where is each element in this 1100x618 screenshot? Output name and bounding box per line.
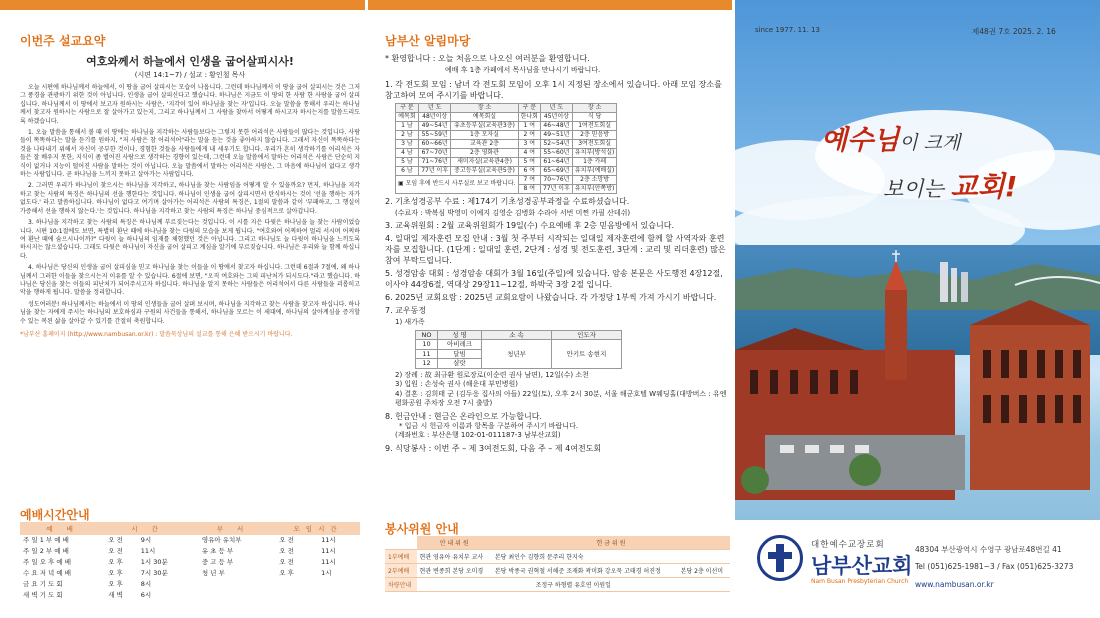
worship-cell: 유 초 등 부	[201, 547, 234, 555]
worship-cell: 11시	[321, 536, 336, 544]
cover-panel	[735, 0, 1100, 618]
top-accent-bar	[0, 0, 365, 10]
newcomer-col: NO	[416, 330, 438, 340]
cell-value: 8 여	[518, 184, 540, 193]
cell-value: 유치부(예배실)	[572, 166, 616, 175]
service-header: 봉사위원 안내	[385, 522, 459, 536]
cell-value: 중고등부실(교육관5층)	[451, 166, 518, 175]
cell-value: 1 여	[518, 121, 540, 130]
worship-cell: 새 벽 기 도 회	[23, 591, 63, 599]
cell-note: ▣ 모임 후에 반드시 사무실로 보고 바랍니다.	[396, 175, 519, 193]
newcomer-no: 12	[416, 359, 438, 369]
service-label: 차량안내	[385, 578, 417, 592]
cell-head: 년 도	[418, 103, 451, 112]
worship-cell: 오 전	[108, 547, 123, 555]
worship-cell: 1시	[321, 569, 332, 577]
slogan-line-1	[821, 118, 960, 157]
cell-value: 71~76년	[418, 157, 451, 166]
sermon-paragraph: 4. 하나님은 당신의 인생을 굽어 살피심을 믿고 하나님을 찾는 이들을 이 땅에서 찾고자 하십니다. 그런데 6절과 7절에, 왜 하나님께서 그러한 이들을 찾으시는지 이유를 알 수 있습니다. 6절에 보면, "오직 여호와는 그의 피난처가 되시도다."라고 했습니다. 하나님은 당신을 찾는 이들의 피난처가 되어주시고자 하십니다. 하나님을 알지 못하는 사람들은 어리석어서 다른 사람들을 괴롭히고 악을 행하게 됩니다. 말씀을 정리합니다.	[20, 264, 360, 297]
worship-cell	[190, 579, 276, 590]
newcomer-name: 달빔	[438, 349, 482, 359]
worship-cell: 6시	[140, 591, 152, 599]
cell-value: 식 당	[572, 112, 616, 121]
newcomer-col: 소 속	[482, 330, 552, 340]
worship-cell: 주 일 2 부 예 배	[23, 547, 69, 555]
cell-value: 46~48년	[540, 121, 572, 130]
cell-head: 구 분	[396, 103, 419, 112]
news-item-2b: (수료자 : 박복심 박영미 이예지 김영순 김병화 수라아 서번 미쩐 카필 산데쉬)	[395, 208, 631, 217]
cell-value: 55~60년	[540, 148, 572, 157]
cell-value: 예목회실	[451, 112, 518, 121]
worship-row	[20, 579, 360, 590]
cell-row	[396, 121, 617, 130]
worship-cell	[276, 579, 318, 590]
church-name: 남부산교회	[811, 554, 913, 578]
cell-value: 유치부(안쪽방)	[572, 184, 616, 193]
cell-head: 장 소	[572, 103, 616, 112]
cell-value: 2 여	[518, 130, 540, 139]
worship-cell	[318, 579, 360, 590]
service-col: 안 내 위 원	[417, 536, 492, 550]
cell-value: 77년 이후	[418, 166, 451, 175]
service-cell: 본당 박종국 권혁철 서해준 조재화 곽미화 강오묵 고태경 허진정	[494, 568, 661, 575]
worship-cell: 오 후	[108, 569, 123, 577]
newcomer-table	[415, 330, 622, 369]
cell-head: 년 도	[540, 103, 572, 112]
newcomer-head	[416, 330, 622, 340]
cell-group-table	[395, 103, 617, 194]
news-item-7b: 2) 장례 : 故 최규환 원로장로(이순련 권사 남편), 12일(수) 소천	[395, 370, 589, 379]
service-row	[385, 564, 730, 578]
worship-cell: 금 요 기 도 회	[23, 580, 63, 588]
denomination: 대한예수교장로회	[811, 540, 885, 550]
service-cell: 본당 2층 이선미	[680, 568, 724, 575]
cell-value: 67~70년	[418, 148, 451, 157]
cell-value: 유치부(방석실)	[572, 148, 616, 157]
news-panel	[385, 32, 730, 456]
worship-cell: 오 전	[108, 536, 123, 544]
cell-value: 60~66년	[418, 139, 451, 148]
issue-number: 제48권 7호 2025. 2. 16	[972, 27, 1056, 36]
worship-cell: 11시	[321, 547, 336, 555]
cell-value: 2 남	[396, 130, 419, 139]
worship-table	[20, 522, 360, 601]
worship-col: 시 간	[105, 522, 190, 535]
cell-value: 예목회	[396, 112, 419, 121]
service-cell	[678, 550, 730, 564]
newcomer-no: 11	[416, 349, 438, 359]
service-label: 2부예배	[385, 564, 417, 578]
cell-value: 77년 이후	[540, 184, 572, 193]
worship-cell: 중 고 등 부	[201, 558, 234, 566]
cell-row	[396, 148, 617, 157]
worship-row	[20, 535, 360, 546]
news-item-8b: * 입금 시 헌금자 이름과 항목을 구분하여 주시기 바랍니다.	[399, 421, 579, 430]
sermon-paragraph: 3. 하나님을 지각하고 찾는 사람의 특징은 하나님께 부르짖는다는 것입니다. 이 시를 지은 다윗은 하나님을 늘 찾는 사람이었습니다. 시편 10:1절에도 보면, 특별히 환난 때에 하나님을 찾는 다윗의 모습을 보게 됩니다. "여호와여 어찌하여 멀리 서시며 어찌하여 환난 때에 숨으시나이까?" 다윗이 늘 하나님의 임재를 체험했던 것은 아닙니다. 그리고 하나님도 늘 다윗이 하나님을 느끼도록 하시지는 않으셨습니다. 그래도 다윗은 하나님이 자신을 굽어 살피고 계심을 알기에 부르짖습니다. 하나님은 우리와 늘 함께 하십니다.	[20, 219, 360, 260]
cell-value: 49~54년	[418, 121, 451, 130]
news-item-8c: (계좌번호 : 부산은행 102-01-011187-3 남부산교회)	[395, 431, 561, 439]
worship-row	[20, 590, 360, 601]
church-footer	[735, 520, 1100, 618]
cell-value: 5 남	[396, 157, 419, 166]
sermon-paragraph: 오늘 시편에 하나님께서 하늘에서, 이 땅을 굽어 살피시는 모습이 나옵니다. 그런데 하나님께서 이 땅을 굽어 살피시는 것은 그저 그 풍경을 관광하기 위한 것이 아닙니다. 인생을 굽어 살피신다고 했습니다. 하나님은 지금도 이 땅의 한 사람 한 사람을 굽어 살피십니다. 하나님께서 이 땅에서 보고자 원하시는 사람은, '지각이 있어 하나님을 찾는 자'입니다. 오늘 말씀을 통해서 우리는 하나님께서 찾고자 원하시는 사람으로 잘 살아가고 있는지, 그리고 하나님께서 그 사람을 찾아서 어떻게 하시고자 하시는지를 말씀드리도록 하겠습니다.	[20, 84, 360, 125]
service-col: 헌 금 위 원	[492, 536, 730, 550]
newcomer-name: 아비레크	[438, 340, 482, 350]
cell-value: 52~54년	[540, 139, 572, 148]
worship-cell: 11시	[321, 558, 336, 566]
cell-value: 1여전도회실	[572, 121, 616, 130]
cell-row	[396, 166, 617, 175]
news-item-9: 9. 식당봉사 : 이번 주 – 제 3여전도회, 다음 주 – 제 4여전도회	[385, 443, 602, 453]
welcome-line: * 환영합니다 : 오늘 처음으로 나오신 여러분을 환영합니다.	[385, 54, 590, 63]
slogan-line-2	[883, 165, 1017, 205]
worship-cell: 주 일 1 부 예 배	[23, 536, 69, 544]
church-building-illustration	[735, 250, 1100, 520]
church-name-english: Nam Busan Presbyterian Church	[811, 578, 909, 585]
service-cell: 현관 영유아 유치부 교사	[419, 554, 484, 561]
worship-cell: 새 벽	[108, 591, 123, 599]
cell-value: 교육관 2층	[451, 139, 518, 148]
slogan-part: 이 크게	[899, 132, 961, 154]
cell-value: 7 여	[518, 175, 540, 184]
cell-value: 55~59년	[418, 130, 451, 139]
news-item-5: 5. 성경암송 대회 : 성경암송 대회가 3월 16일(주일)에 있습니다. 암송 본문은 사도행전 4장12절, 이사야 44장6절, 역대상 29장11~12절, 하박국 3장 2절 입니다.	[385, 269, 723, 289]
worship-cell	[318, 590, 360, 601]
worship-cell: 11시	[140, 547, 156, 555]
sermon-paragraph: 성도여러분! 하나님께서는 하늘에서 이 땅의 인생들을 굽어 살펴 보시며, 하나님을 지각하고 찾는 사람을 찾고자 하십니다. 하나님을 찾는 자에게 주시는 하나님의 보호하심과 구원의 사건들을 통해서, 하나님을 모르는 이 세대에, 하나님의 살아계심을 증거할 수 있는 복된 삶을 살아갈 수 있기를 간절히 축원합니다.	[20, 300, 360, 325]
news-item-8: 8. 헌금안내 : 현금은 온라인으로 가능합니다.	[385, 411, 542, 421]
cell-value: 5 여	[518, 157, 540, 166]
cell-value: 4 여	[518, 148, 540, 157]
cell-row	[396, 157, 617, 166]
worship-row	[20, 568, 360, 579]
worship-cell: 9시	[140, 536, 152, 544]
cell-value: 48년이상	[418, 112, 451, 121]
cell-head: 장 소	[451, 103, 518, 112]
church-website-link[interactable]: www.nambusan.or.kr	[915, 580, 994, 589]
dept-col: 부 서	[190, 522, 276, 535]
sermon-reference: (시편 14:1~7) / 설교 : 황인철 목사	[134, 71, 246, 79]
newcomer-col: 성 명	[438, 330, 482, 340]
newcomer-no: 10	[416, 340, 438, 350]
newcomer-name: 샬랏	[438, 359, 482, 369]
cell-value: 1층 카페	[572, 157, 616, 166]
worship-cell: 주 일 오 후 예 배	[23, 558, 72, 566]
top-accent-bar-2	[368, 0, 732, 10]
news-item-2: 2. 기초성경공부 수료 : 제174기 기초성경공부과정을 수료하셨습니다.	[385, 196, 630, 206]
cell-value: 49~51년	[540, 130, 572, 139]
news-item-3: 3. 교육위원회 : 2월 교육위원회가 19일(수) 수요예배 후 2층 믿음방에서 있습니다.	[385, 221, 675, 230]
sermon-panel	[20, 32, 360, 338]
worship-cell: 오 전	[279, 547, 294, 555]
worship-cell: 오 전	[279, 536, 294, 544]
church-address: 48304 부산광역시 수영구 광남로48번길 41	[915, 545, 1062, 554]
worship-cell: 수 요 저 녁 예 배	[23, 569, 72, 577]
news-item-7a: 1) 새가족	[395, 318, 425, 326]
worship-cell: 오 후	[279, 569, 294, 577]
worship-cell: 8시	[140, 580, 152, 588]
cell-head: 구 분	[518, 103, 540, 112]
cell-value: 3 남	[396, 139, 419, 148]
cell-row	[396, 130, 617, 139]
sermon-title: 여호와께서 하늘에서 인생을 굽어살피시사!	[86, 55, 294, 68]
service-cell: 조정구 하형렬 유호연 이원일	[535, 582, 611, 589]
news-item-7c: 3) 입원 : 손성숙 권사 (해운대 부민병원)	[395, 380, 519, 388]
church-phone: Tel (051)625-1981~3 / Fax (051)625-3273	[915, 562, 1074, 571]
cell-value: 6 여	[518, 166, 540, 175]
service-cell: 본당 최인수 김향희 문주리 한지숙	[494, 554, 584, 561]
service-row	[385, 550, 730, 564]
cell-value: 70~76년	[540, 175, 572, 184]
news-item-7d: 4) 결혼 : 김희태 군 (김두응 집사의 아들) 22일(토), 오후 2시 30분, 서울 해군호텔 W웨딩홀(대방버스 : 유엔평화공원 주차장 오전 7시 출발)	[395, 389, 727, 407]
news-item-6: 6. 2025년 교회요람 : 2025년 교회요람이 나왔습니다. 각 가정당 1부씩 가져 가시기 바랍니다.	[385, 293, 717, 302]
worship-cell: 7시 30분	[140, 569, 168, 577]
cell-value: 2층 소망방	[572, 175, 616, 184]
sermon-header: 이번주 설교요약	[20, 34, 106, 48]
worship-cell: 오 후	[108, 580, 123, 588]
newcomer-row	[416, 340, 622, 350]
cell-value: 유초등부실(교육관3층)	[451, 121, 518, 130]
newcomer-col: 인도자	[552, 330, 622, 340]
cell-row	[396, 175, 617, 184]
worship-cell: 오 후	[108, 558, 123, 566]
cell-table-head	[396, 103, 617, 112]
news-item-7: 7. 교우동정	[385, 306, 427, 315]
slogan-part: 예수님	[821, 125, 900, 156]
service-cell: 현관 변종희 본당 오미경	[419, 568, 484, 575]
worship-row	[20, 546, 360, 557]
cell-value: 2층 영화관	[451, 148, 518, 157]
welcome-line-2: 예배 후 1층 카페에서 목사님을 만나시기 바랍니다.	[445, 66, 601, 74]
worship-row	[20, 557, 360, 568]
cell-value: 새미자실(교육관4층)	[451, 157, 518, 166]
dept-col: 모임시간	[276, 522, 360, 535]
cell-value: 한나회	[518, 112, 540, 121]
cell-value: 3여전도회실	[572, 139, 616, 148]
worship-cell: 영유아 유치부	[201, 536, 242, 544]
church-logo-icon	[757, 535, 803, 581]
cell-value: 4 남	[396, 148, 419, 157]
cell-row	[396, 112, 617, 121]
newcomer-guide: 안키트 송현지	[552, 340, 622, 369]
worship-col: 예 배	[20, 522, 105, 535]
sermon-paragraph: 2. 그러면 우리가 하나님이 찾으시는 하나님을 지각하고, 하나님을 찾는 사람임을 어떻게 알 수 있을까요? 먼저, 하나님을 지각하고 찾는 사람의 특징은 하나님의 선을 행한다는 것입니다. 하나님이 인생을 굽어 살피시면서 탄식하시는 것이 '선을 행하는 자가 없도다.' 라고 말씀하십니다. 하나님이 없다고 여기며 살아가는 어리석은 사람의 특징은, 1절의 말씀과 같이 '부패하고, 그 행실이 가증해서 선을 행하지 않는다.'는 것입니다. 하나님을 지각하고 찾는 사람의 특징은 하나님 중심적으로 살아갑니다.	[20, 182, 360, 215]
cell-value: 45년이상	[540, 112, 572, 121]
worship-cell	[276, 590, 318, 601]
cell-row	[396, 139, 617, 148]
sermon-paragraph: 1. 오늘 말씀을 통해서 볼 때 이 땅에는 하나님을 지각하는 사람들보다는 그렇지 못한 어리석은 사람들이 많다는 것입니다. 사람들이 똑똑하다는 말을 듣기를 원하지, "저 사람은 참 어리석어"라는 말을 듣는 것을 좋아하지 않습니다. 그래서 자신이 똑똑하다는 것을 나타내기 위해서 자신이 공부한 것이나, 경험한 것들을 사람들에게 내 세우기도 합니다. 우리가 흔히 생각하기를 어리석은 자들은 잘 배우지 못한, 지식이 좀 별어진 사람으로 생각하는 경향이 있는데, 그런데 오늘 말씀에서 말하는 어리석은 사람은 단순히 지식이 없거나 지능이 떨어진 사람을 말하는 것이 아닙니다. 오늘 말씀에서 말하는 어리석은 사람은, 그 마음에 하나님이 없다고 생각하는 사람입니다. 곧 하나님을 느끼지 못하고 살아가는 사람입니다.	[20, 129, 360, 179]
worship-cell: 오 전	[279, 558, 294, 566]
news-item-4: 4. 일대일 제자훈련 모집 안내 : 3월 첫 주부터 시작되는 일대일 제자훈련에 함께 할 사역자와 훈련자를 모집합니다. (1단계 : 일대일 훈련, 2단계 : 성경 및 전도훈련, 3단계 : 교리 및 리더훈련) 많은 참여 부탁드립니다.	[385, 234, 726, 265]
homepage-note: *남부산 홈페이지 (http://www.nambusan.or.kr) : 말씀묵상님의 설교를 통해 은혜 받으시기 바랍니다.	[20, 330, 293, 338]
service-label: 1부예배	[385, 550, 417, 564]
cell-value: 6 남	[396, 166, 419, 175]
cell-value: 65~69년	[540, 166, 572, 175]
slogan-part: 보이는	[883, 177, 951, 201]
cell-value: 1층 모자실	[451, 130, 518, 139]
cell-value: 3 여	[518, 139, 540, 148]
worship-header: 예배시간안내	[20, 508, 90, 522]
worship-cell	[190, 590, 276, 601]
cell-value: 2층 믿음방	[572, 130, 616, 139]
service-table	[385, 536, 730, 592]
newcomer-dept: 청년부	[482, 340, 552, 369]
news-item-1: 1. 각 전도회 모임 : 남녀 각 전도회 모임이 오후 1시 지정된 장소에서 있습니다. 아래 모임 장소를 참고하여 모여 주시기를 바랍니다.	[385, 79, 722, 100]
news-header: 남부산 알림마당	[385, 34, 471, 48]
since-date: since 1977. 11. 13	[755, 26, 820, 34]
cell-value: 1 남	[396, 121, 419, 130]
slogan-part: 교회!	[950, 170, 1018, 203]
worship-cell: 1시 30분	[140, 558, 168, 566]
service-row	[385, 578, 730, 592]
cell-value: 61~64년	[540, 157, 572, 166]
worship-cell: 청 년 부	[201, 569, 225, 577]
